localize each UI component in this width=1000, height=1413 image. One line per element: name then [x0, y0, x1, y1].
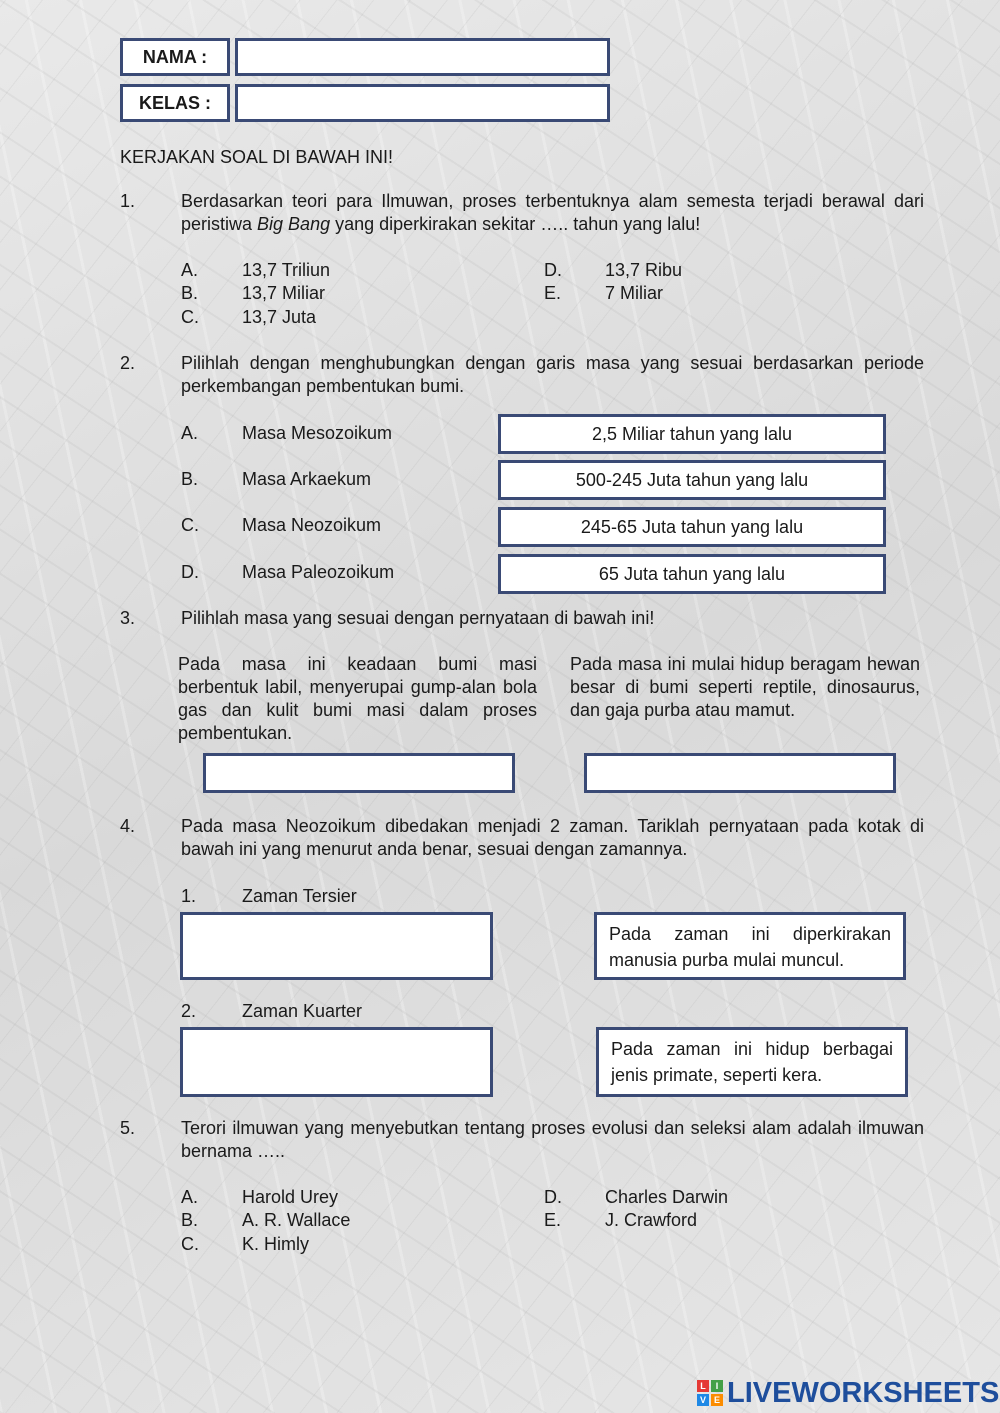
q5-option-d: Charles Darwin	[605, 1187, 729, 1207]
q2-item-b-letter: B.	[181, 469, 199, 489]
q2-item-c-letter: C.	[181, 515, 199, 535]
q4-era-1-name: Zaman Tersier	[242, 886, 357, 906]
q1-option-d: 13,7 Ribu	[605, 260, 683, 280]
q4-number: 4.	[120, 816, 136, 836]
q2-text: Pilihlah dengan menghubungkan dengan garis masa yang sesuai berdasarkan periode perkembangan pembentukan bumi.	[181, 353, 924, 396]
q5-option-e: J. Crawford	[605, 1210, 698, 1230]
q4-statement-card[interactable]: Pada zaman ini hidup berbagai jenis primate, seperti kera.	[596, 1027, 908, 1097]
q2-number: 2.	[120, 353, 136, 373]
q1-option-e: 7 Miliar	[605, 283, 664, 303]
q4-era-2-name: Zaman Kuarter	[242, 1001, 363, 1021]
q5-option-c: K. Himly	[242, 1234, 309, 1254]
name-label: NAMA :	[120, 38, 230, 76]
q4-era-2-number: 2.	[181, 1001, 197, 1021]
q4-era-1-drop-area[interactable]	[180, 912, 493, 980]
q3-left-statement: Pada masa ini keadaan bumi masi berbentuk labil, menyerupai gump-alan bola gas dan kulit bumi masi dalam proses pembentukan.	[178, 654, 537, 743]
q3-right-answer-input[interactable]	[584, 753, 896, 793]
q1-option-d-letter: D.	[544, 260, 562, 280]
logo-square: L	[697, 1380, 709, 1392]
q2-item-c[interactable]: Masa Neozoikum	[242, 515, 382, 535]
q1-option-b-letter: B.	[181, 283, 199, 303]
q5-text: Terori ilmuwan yang menyebutkan tentang proses evolusi dan seleksi alam adalah ilmuwan bernama …..	[181, 1118, 924, 1161]
q5-option-a: Harold Urey	[242, 1187, 339, 1207]
q2-item-a[interactable]: Masa Mesozoikum	[242, 423, 393, 443]
logo-square: E	[711, 1394, 723, 1406]
q4-statement-card[interactable]: Pada zaman ini diperkirakan manusia purba mulai muncul.	[594, 912, 906, 980]
q5-option-e-letter: E.	[544, 1210, 562, 1230]
q2-choice-box[interactable]: 2,5 Miliar tahun yang lalu	[498, 414, 886, 454]
class-label: KELAS :	[120, 84, 230, 122]
class-input[interactable]	[235, 84, 610, 122]
q3-left-answer-input[interactable]	[203, 753, 515, 793]
q1-number: 1.	[120, 191, 136, 211]
q2-choice-box[interactable]: 65 Juta tahun yang lalu	[498, 554, 886, 594]
logo-square: I	[711, 1380, 723, 1392]
q3-number: 3.	[120, 608, 136, 628]
logo-square: V	[697, 1394, 709, 1406]
instruction: KERJAKAN SOAL DI BAWAH INI!	[120, 147, 394, 167]
q2-item-d-letter: D.	[181, 562, 199, 582]
q2-item-a-letter: A.	[181, 423, 199, 443]
liveworksheets-logo-icon	[697, 1380, 723, 1406]
q2-choice-box[interactable]: 245-65 Juta tahun yang lalu	[498, 507, 886, 547]
q5-option-d-letter: D.	[544, 1187, 562, 1207]
q3-text: Pilihlah masa yang sesuai dengan pernyataan di bawah ini!	[181, 608, 655, 628]
q1-option-a: 13,7 Triliun	[242, 260, 331, 280]
q5-option-c-letter: C.	[181, 1234, 199, 1254]
liveworksheets-logo	[697, 1378, 999, 1408]
q5-number: 5.	[120, 1118, 136, 1138]
q2-item-d[interactable]: Masa Paleozoikum	[242, 562, 395, 582]
q5-option-b-letter: B.	[181, 1210, 199, 1230]
q2-choice-box[interactable]: 500-245 Juta tahun yang lalu	[498, 460, 886, 500]
q1-option-a-letter: A.	[181, 260, 199, 280]
q1-option-e-letter: E.	[544, 283, 562, 303]
q4-text: Pada masa Neozoikum dibedakan menjadi 2 zaman. Tariklah pernyataan pada kotak di bawah ini yang menurut anda benar, sesuai dengan zamannya.	[181, 816, 924, 859]
q4-era-2-drop-area[interactable]	[180, 1027, 493, 1097]
q1-option-c: 13,7 Juta	[242, 307, 317, 327]
q5-option-a-letter: A.	[181, 1187, 199, 1207]
q4-era-1-number: 1.	[181, 886, 197, 906]
liveworksheets-logo-text: LIVEWORKSHEETS	[727, 1376, 1000, 1409]
q1-option-b: 13,7 Miliar	[242, 283, 326, 303]
q1-option-c-letter: C.	[181, 307, 199, 327]
q2-item-b[interactable]: Masa Arkaekum	[242, 469, 372, 489]
name-input[interactable]	[235, 38, 610, 76]
q3-right-statement: Pada masa ini mulai hidup beragam hewan besar di bumi seperti reptile, dinosaurus, dan gaja purba atau mamut.	[570, 654, 920, 720]
q1-text: Berdasarkan teori para Ilmuwan, proses terbentuknya alam semesta terjadi berawal dari peristiwa Big Bang yang diperkirakan sekitar ….. tahun yang lalu!	[181, 191, 924, 234]
q5-option-b: A. R. Wallace	[242, 1210, 351, 1230]
